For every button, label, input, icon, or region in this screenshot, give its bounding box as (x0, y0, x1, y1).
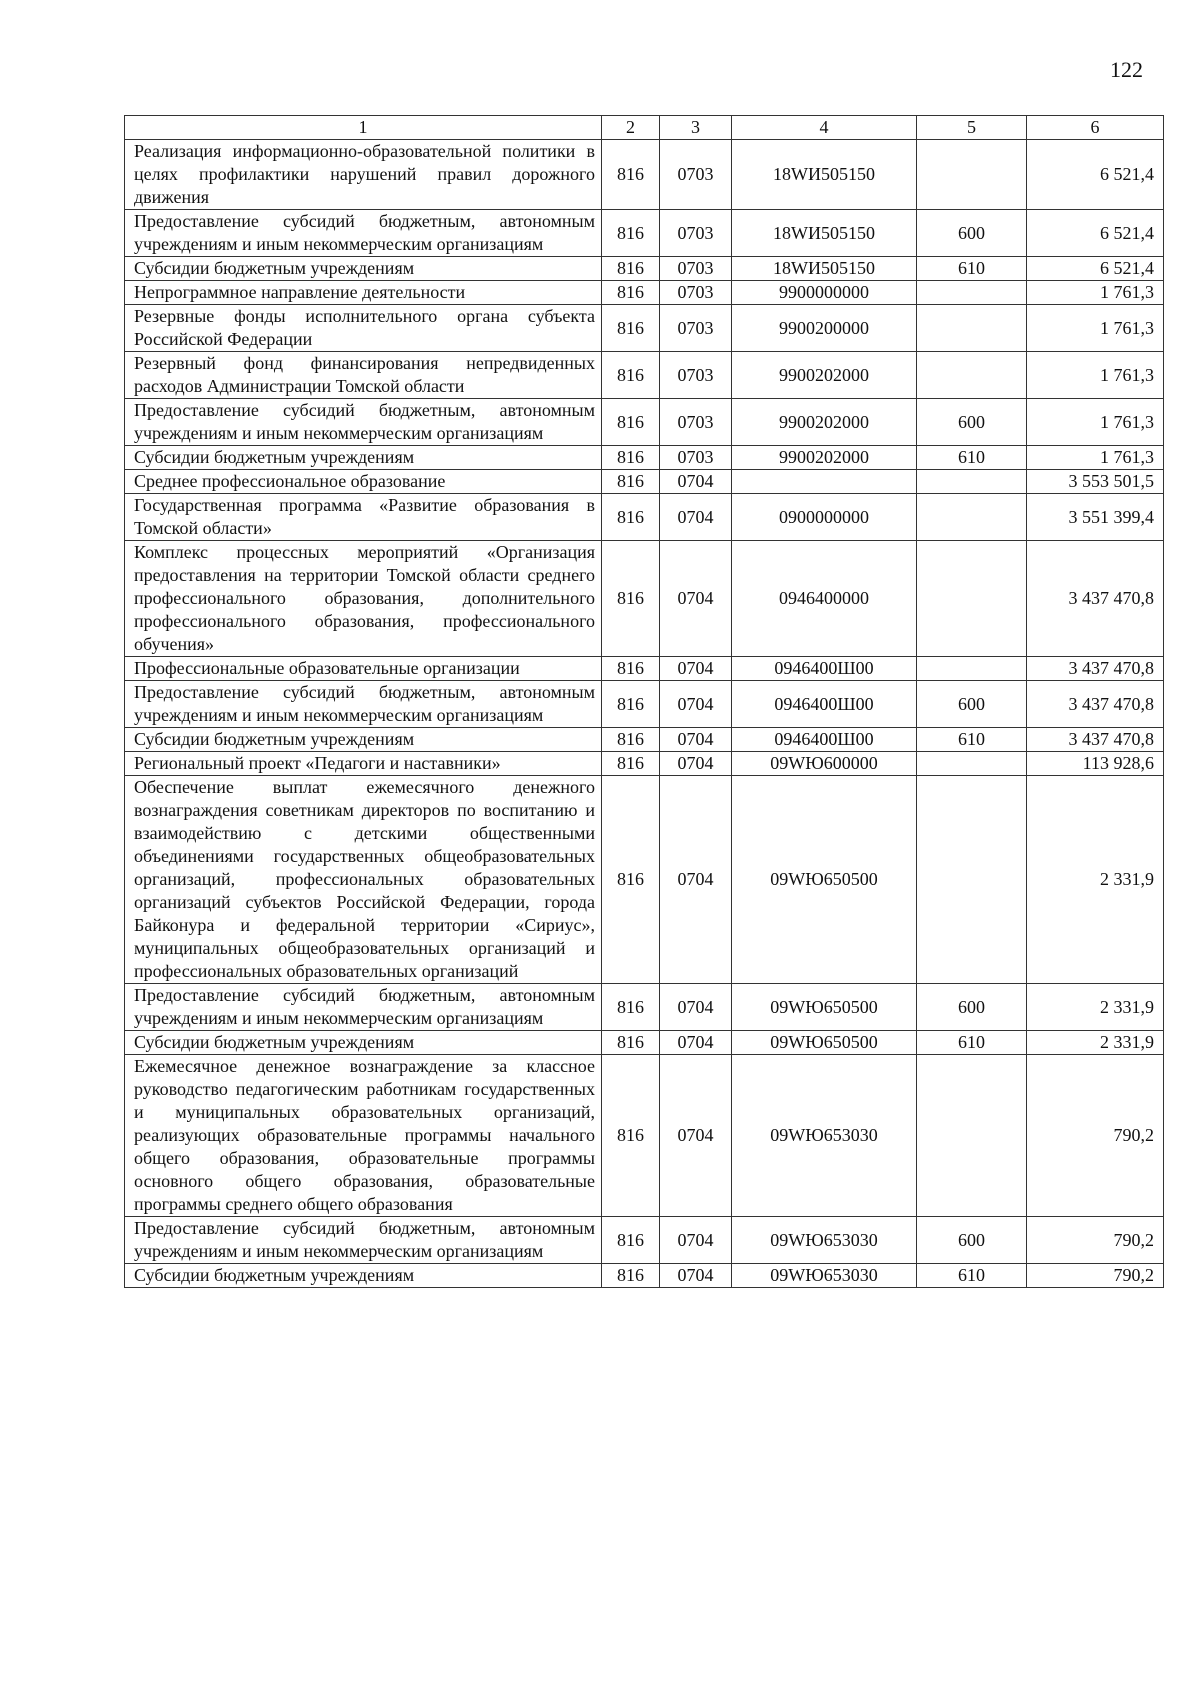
target-article-cell: 09WЮ650500 (732, 984, 917, 1031)
amount-cell: 1 761,3 (1027, 446, 1164, 470)
expense-type-cell: 610 (917, 1264, 1027, 1288)
ministry-code-cell: 816 (602, 1217, 660, 1264)
ministry-code-cell: 816 (602, 776, 660, 984)
section-code-cell: 0704 (660, 470, 732, 494)
table-row (125, 281, 1164, 305)
table-header-row (125, 116, 1164, 140)
target-article-cell (732, 470, 917, 494)
table-row (125, 657, 1164, 681)
expense-name-cell: Резервные фонды исполнительного органа субъекта Российской Федерации (125, 305, 602, 352)
amount-cell: 1 761,3 (1027, 305, 1164, 352)
amount-cell: 1 761,3 (1027, 399, 1164, 446)
ministry-code-cell: 816 (602, 494, 660, 541)
target-article-cell: 9900200000 (732, 305, 917, 352)
expense-type-cell: 610 (917, 257, 1027, 281)
expense-name-cell: Предоставление субсидий бюджетным, автономным учреждениям и иным некоммерческим организациям (125, 984, 602, 1031)
table-row (125, 1055, 1164, 1217)
target-article-cell: 18WИ505150 (732, 257, 917, 281)
expense-type-cell (917, 494, 1027, 541)
ministry-code-cell: 816 (602, 210, 660, 257)
section-code-cell: 0704 (660, 752, 732, 776)
section-code-cell: 0704 (660, 1031, 732, 1055)
ministry-code-cell: 816 (602, 681, 660, 728)
expense-name-cell: Субсидии бюджетным учреждениям (125, 257, 602, 281)
amount-cell: 2 331,9 (1027, 776, 1164, 984)
amount-cell: 6 521,4 (1027, 140, 1164, 210)
expense-name-cell: Предоставление субсидий бюджетным, автономным учреждениям и иным некоммерческим организациям (125, 681, 602, 728)
expense-name-cell: Субсидии бюджетным учреждениям (125, 1264, 602, 1288)
amount-cell: 3 437 470,8 (1027, 541, 1164, 657)
target-article-cell: 18WИ505150 (732, 210, 917, 257)
amount-cell: 3 553 501,5 (1027, 470, 1164, 494)
amount-cell: 3 437 470,8 (1027, 681, 1164, 728)
section-code-cell: 0703 (660, 446, 732, 470)
expense-type-cell (917, 541, 1027, 657)
expense-type-cell: 600 (917, 210, 1027, 257)
table-row (125, 399, 1164, 446)
section-code-cell: 0703 (660, 352, 732, 399)
target-article-cell: 0946400Ш00 (732, 681, 917, 728)
section-code-cell: 0704 (660, 1217, 732, 1264)
expense-name-cell: Субсидии бюджетным учреждениям (125, 446, 602, 470)
expense-type-cell (917, 1055, 1027, 1217)
table-row (125, 494, 1164, 541)
table-row (125, 470, 1164, 494)
target-article-cell: 0946400Ш00 (732, 657, 917, 681)
expense-type-cell: 600 (917, 984, 1027, 1031)
amount-cell: 3 437 470,8 (1027, 657, 1164, 681)
budget-table (124, 115, 1164, 1288)
target-article-cell: 0946400Ш00 (732, 728, 917, 752)
budget-table-body (125, 116, 1164, 1288)
header-cell: 4 (732, 116, 917, 140)
ministry-code-cell: 816 (602, 470, 660, 494)
target-article-cell: 9900202000 (732, 352, 917, 399)
section-code-cell: 0704 (660, 1264, 732, 1288)
target-article-cell: 9900202000 (732, 399, 917, 446)
expense-type-cell (917, 752, 1027, 776)
expense-type-cell (917, 657, 1027, 681)
expense-name-cell: Региональный проект «Педагоги и наставники» (125, 752, 602, 776)
table-row (125, 257, 1164, 281)
table-row (125, 541, 1164, 657)
table-row (125, 1031, 1164, 1055)
header-cell: 2 (602, 116, 660, 140)
expense-name-cell: Предоставление субсидий бюджетным, автономным учреждениям и иным некоммерческим организациям (125, 210, 602, 257)
section-code-cell: 0704 (660, 728, 732, 752)
expense-name-cell: Субсидии бюджетным учреждениям (125, 1031, 602, 1055)
table-row (125, 681, 1164, 728)
header-cell: 3 (660, 116, 732, 140)
section-code-cell: 0704 (660, 1055, 732, 1217)
amount-cell: 790,2 (1027, 1264, 1164, 1288)
ministry-code-cell: 816 (602, 1055, 660, 1217)
ministry-code-cell: 816 (602, 984, 660, 1031)
header-cell: 5 (917, 116, 1027, 140)
ministry-code-cell: 816 (602, 1264, 660, 1288)
ministry-code-cell: 816 (602, 728, 660, 752)
ministry-code-cell: 816 (602, 752, 660, 776)
expense-name-cell: Субсидии бюджетным учреждениям (125, 728, 602, 752)
section-code-cell: 0703 (660, 210, 732, 257)
target-article-cell: 09WЮ650500 (732, 1031, 917, 1055)
table-row (125, 776, 1164, 984)
expense-type-cell (917, 281, 1027, 305)
table-row (125, 210, 1164, 257)
table-row (125, 305, 1164, 352)
section-code-cell: 0704 (660, 681, 732, 728)
expense-name-cell: Комплекс процессных мероприятий «Организация предоставления на территории Томской области среднего профессионального образования, дополнительного профессионального образования, профессионального обучения» (125, 541, 602, 657)
section-code-cell: 0703 (660, 140, 732, 210)
section-code-cell: 0703 (660, 281, 732, 305)
amount-cell: 790,2 (1027, 1055, 1164, 1217)
target-article-cell: 09WЮ653030 (732, 1264, 917, 1288)
table-row (125, 352, 1164, 399)
table-row (125, 984, 1164, 1031)
target-article-cell: 09WЮ650500 (732, 776, 917, 984)
expense-type-cell (917, 470, 1027, 494)
expense-name-cell: Среднее профессиональное образование (125, 470, 602, 494)
table-row (125, 446, 1164, 470)
target-article-cell: 9900000000 (732, 281, 917, 305)
ministry-code-cell: 816 (602, 399, 660, 446)
ministry-code-cell: 816 (602, 257, 660, 281)
expense-type-cell (917, 140, 1027, 210)
amount-cell: 2 331,9 (1027, 1031, 1164, 1055)
table-row (125, 140, 1164, 210)
amount-cell: 6 521,4 (1027, 257, 1164, 281)
expense-name-cell: Ежемесячное денежное вознаграждение за классное руководство педагогическим работникам государственных и муниципальных образовательных организаций, реализующих образовательные программы начального общего образования, образовательные программы основного общего образования, образовательные программы среднего общего образования (125, 1055, 602, 1217)
ministry-code-cell: 816 (602, 140, 660, 210)
target-article-cell: 9900202000 (732, 446, 917, 470)
table-row (125, 1264, 1164, 1288)
expense-type-cell: 600 (917, 399, 1027, 446)
expense-name-cell: Предоставление субсидий бюджетным, автономным учреждениям и иным некоммерческим организациям (125, 399, 602, 446)
amount-cell: 6 521,4 (1027, 210, 1164, 257)
expense-name-cell: Непрограммное направление деятельности (125, 281, 602, 305)
target-article-cell: 09WЮ653030 (732, 1055, 917, 1217)
expense-name-cell: Государственная программа «Развитие образования в Томской области» (125, 494, 602, 541)
expense-name-cell: Профессиональные образовательные организации (125, 657, 602, 681)
expense-name-cell: Обеспечение выплат ежемесячного денежного вознаграждения советникам директоров по воспитанию и взаимодействию с детскими общественными объединениями государственных общеобразовательных организаций, профессиональных образовательных организаций субъектов Российской Федерации, города Байконура и федеральной территории «Сириус», муниципальных общеобразовательных организаций и профессиональных образовательных организаций (125, 776, 602, 984)
section-code-cell: 0703 (660, 399, 732, 446)
section-code-cell: 0704 (660, 657, 732, 681)
header-cell: 6 (1027, 116, 1164, 140)
amount-cell: 1 761,3 (1027, 281, 1164, 305)
target-article-cell: 0900000000 (732, 494, 917, 541)
expense-type-cell: 610 (917, 446, 1027, 470)
section-code-cell: 0704 (660, 494, 732, 541)
amount-cell: 790,2 (1027, 1217, 1164, 1264)
ministry-code-cell: 816 (602, 352, 660, 399)
ministry-code-cell: 816 (602, 305, 660, 352)
target-article-cell: 0946400000 (732, 541, 917, 657)
expense-type-cell: 610 (917, 1031, 1027, 1055)
amount-cell: 3 437 470,8 (1027, 728, 1164, 752)
expense-type-cell: 600 (917, 1217, 1027, 1264)
header-cell: 1 (125, 116, 602, 140)
amount-cell: 2 331,9 (1027, 984, 1164, 1031)
target-article-cell: 18WИ505150 (732, 140, 917, 210)
ministry-code-cell: 816 (602, 281, 660, 305)
table-row (125, 752, 1164, 776)
ministry-code-cell: 816 (602, 446, 660, 470)
expense-type-cell (917, 352, 1027, 399)
table-row (125, 1217, 1164, 1264)
expense-type-cell (917, 305, 1027, 352)
section-code-cell: 0704 (660, 984, 732, 1031)
amount-cell: 1 761,3 (1027, 352, 1164, 399)
expense-type-cell: 610 (917, 728, 1027, 752)
expense-name-cell: Предоставление субсидий бюджетным, автономным учреждениям и иным некоммерческим организациям (125, 1217, 602, 1264)
amount-cell: 3 551 399,4 (1027, 494, 1164, 541)
expense-type-cell (917, 776, 1027, 984)
expense-type-cell: 600 (917, 681, 1027, 728)
ministry-code-cell: 816 (602, 541, 660, 657)
section-code-cell: 0704 (660, 541, 732, 657)
target-article-cell: 09WЮ653030 (732, 1217, 917, 1264)
section-code-cell: 0704 (660, 776, 732, 984)
page-number: 122 (1110, 57, 1143, 82)
section-code-cell: 0703 (660, 257, 732, 281)
ministry-code-cell: 816 (602, 1031, 660, 1055)
target-article-cell: 09WЮ600000 (732, 752, 917, 776)
section-code-cell: 0703 (660, 305, 732, 352)
amount-cell: 113 928,6 (1027, 752, 1164, 776)
expense-name-cell: Реализация информационно-образовательной политики в целях профилактики нарушений правил дорожного движения (125, 140, 602, 210)
expense-name-cell: Резервный фонд финансирования непредвиденных расходов Администрации Томской области (125, 352, 602, 399)
ministry-code-cell: 816 (602, 657, 660, 681)
table-row (125, 728, 1164, 752)
